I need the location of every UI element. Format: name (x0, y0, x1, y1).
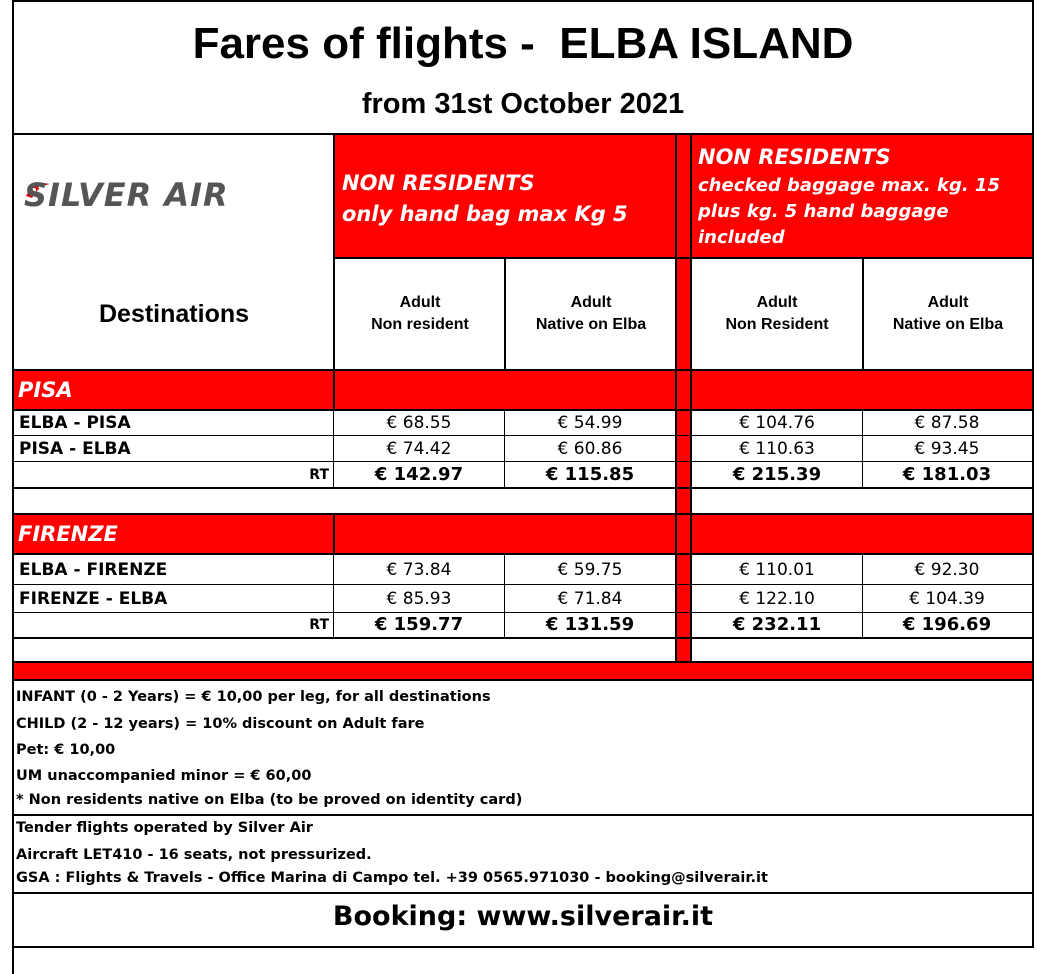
fare-cell: € 59.75 (557, 560, 623, 580)
col-header-line2: Non resident (371, 316, 469, 333)
logo-text: SILVER AIR (24, 176, 229, 214)
table-row (14, 410, 1032, 436)
firenze-bar-divider (333, 515, 335, 553)
pisa-bar-divider (333, 370, 335, 410)
col-header-adult-nonresident-checked (692, 282, 862, 346)
info-aircraft: Aircraft LET410 - 16 seats, not pressurized. (16, 847, 372, 863)
col-header-adult-native-hand (506, 282, 676, 346)
header-nonres-hand-bg (334, 135, 675, 258)
header-subdivider (334, 257, 1034, 259)
col-header-adult-nonresident-hand (335, 282, 505, 346)
note-pet: Pet: € 10,00 (16, 742, 116, 758)
rt-fare-cell: € 159.77 (374, 614, 464, 635)
table-row (14, 436, 1032, 462)
col-header-line2: Native on Elba (892, 316, 1004, 333)
rt-label: RT (309, 467, 329, 483)
table-row-rt (14, 462, 1032, 488)
header-nonres-checked-line4: included (698, 227, 785, 248)
frame-top-border (12, 0, 1034, 2)
note-child: CHILD (2 - 12 years) = 10% discount on Adult fare (16, 716, 425, 732)
firenze-row-line-1 (12, 553, 1034, 555)
table-row (14, 557, 1032, 583)
section-bar-pisa (14, 370, 675, 410)
rt-fare-cell: € 115.85 (545, 464, 635, 485)
booking-link[interactable]: Booking: www.silverair.it (332, 901, 714, 932)
fare-cell: € 92.30 (914, 560, 980, 580)
rt-fare-cell: € 142.97 (374, 464, 464, 485)
fare-cell: € 110.63 (739, 439, 815, 459)
fare-cell: € 54.99 (557, 413, 623, 433)
footer-band-bottom-line (12, 679, 1034, 681)
fare-cell: € 122.10 (739, 589, 815, 609)
rt-label: RT (309, 617, 329, 633)
col-header-line1: Adult (570, 294, 612, 311)
route-label: ELBA - FIRENZE (19, 560, 168, 580)
col-header-line2: Native on Elba (535, 316, 647, 333)
header-nonres-hand-line2: only hand bag max Kg 5 (342, 202, 628, 226)
fare-cell: € 71.84 (557, 589, 623, 609)
info-gsa-contact: GSA : Flights & Travels - Office Marina di Campo tel. +39 0565.971030 - booking@silverair.it (16, 870, 768, 886)
header-nonres-checked-line2: checked baggage max. kg. 15 (698, 175, 1000, 196)
col-header-line2: Non Resident (725, 316, 829, 333)
fare-cell: € 87.58 (914, 413, 980, 433)
col-header-adult-native-checked (864, 282, 1032, 346)
booking-top-line (12, 892, 1034, 894)
note-um: UM unaccompanied minor = € 60,00 (16, 768, 312, 784)
rt-fare-cell: € 131.59 (545, 614, 635, 635)
col-header-line1: Adult (927, 294, 969, 311)
section-bar-pisa-right (692, 370, 1032, 410)
fare-cell: € 73.84 (386, 560, 452, 580)
route-label: PISA - ELBA (19, 439, 131, 459)
fare-cell: € 93.45 (914, 439, 980, 459)
route-label: FIRENZE - ELBA (19, 589, 168, 609)
info-operator: Tender flights operated by Silver Air (16, 820, 313, 836)
fare-cell: € 68.55 (386, 413, 452, 433)
route-label: ELBA - PISA (19, 413, 131, 433)
page-title: Fares of flights - ELBA ISLAND (192, 19, 854, 68)
silver-air-logo (20, 172, 260, 222)
notes-divider (12, 814, 1034, 816)
booking-bottom-line (12, 946, 1034, 948)
fare-cell: € 60.86 (557, 439, 623, 459)
fare-cell: € 104.39 (909, 589, 985, 609)
rt-fare-cell: € 196.69 (902, 614, 992, 635)
rt-fare-cell: € 181.03 (902, 464, 992, 485)
note-native-proof: * Non residents native on Elba (to be proved on identity card) (16, 792, 523, 808)
pisa-top-line (12, 369, 1034, 371)
destinations-label: Destinations (98, 300, 250, 328)
rt-fare-cell: € 215.39 (732, 464, 822, 485)
fare-cell: € 104.76 (739, 413, 815, 433)
fare-cell: € 74.42 (386, 439, 452, 459)
section-bar-firenze-right (692, 515, 1032, 553)
section-title-pisa: PISA (18, 378, 73, 402)
frame-right-border (1032, 0, 1034, 948)
table-row-rt (14, 612, 1032, 638)
header-nonres-checked-line1: NON RESIDENTS (698, 145, 891, 169)
fare-cell: € 85.93 (386, 589, 452, 609)
rt-fare-cell: € 232.11 (732, 614, 822, 635)
firenze-row-line-2 (12, 584, 1034, 585)
section-title-firenze: FIRENZE (18, 522, 118, 546)
page-subtitle: from 31st October 2021 (361, 88, 685, 120)
note-infant: INFANT (0 - 2 Years) = € 10,00 per leg, for all destinations (16, 689, 491, 705)
header-nonres-checked-line3: plus kg. 5 hand baggage (698, 201, 949, 222)
col-header-line1: Adult (756, 294, 798, 311)
table-row (14, 586, 1032, 612)
header-nonres-hand-line1: NON RESIDENTS (342, 171, 535, 195)
col-header-line1: Adult (399, 294, 441, 311)
fare-cell: € 110.01 (739, 560, 815, 580)
footer-red-band (14, 663, 1032, 679)
